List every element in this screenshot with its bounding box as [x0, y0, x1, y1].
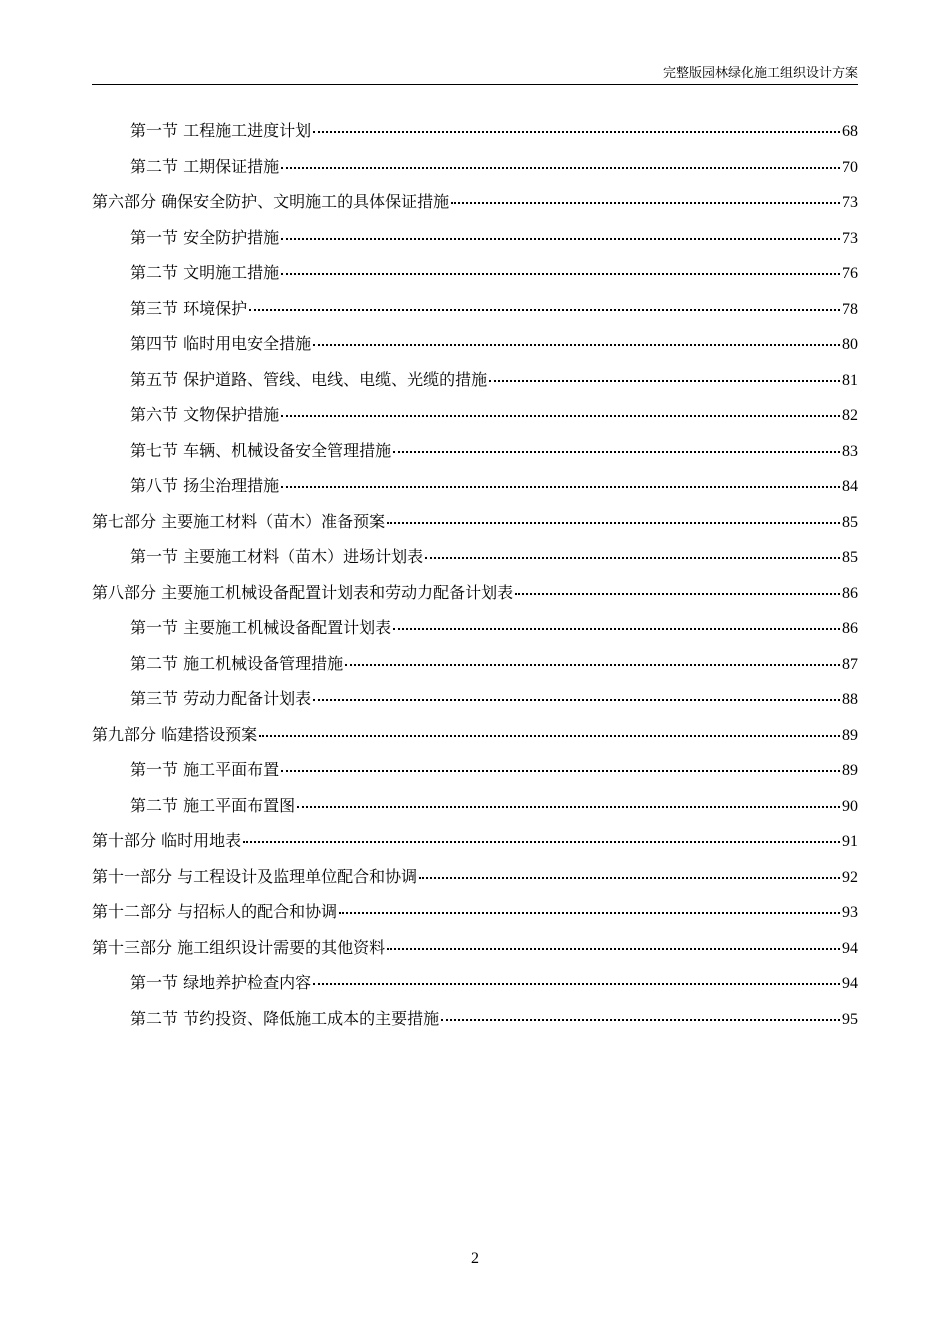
toc-dot-leader	[297, 806, 840, 808]
toc-entry-page: 92	[842, 868, 858, 886]
toc-entry[interactable]	[92, 828, 858, 864]
toc-dot-leader	[441, 1019, 840, 1021]
toc-entry-page: 73	[842, 229, 858, 247]
toc-entry-page: 93	[842, 904, 858, 921]
toc-dot-leader	[387, 522, 840, 524]
toc-entry[interactable]	[92, 580, 858, 616]
toc-entry-page: 73	[842, 194, 858, 211]
toc-entry-label: 第一节 施工平面布置	[130, 760, 280, 779]
toc-dot-leader	[313, 699, 840, 701]
toc-entry[interactable]	[92, 296, 858, 332]
toc-dot-leader	[425, 557, 840, 559]
toc-entry-page: 89	[842, 762, 858, 779]
toc-entry-page: 86	[842, 620, 858, 637]
toc-entry[interactable]	[92, 154, 858, 190]
toc-dot-leader	[489, 380, 840, 382]
toc-entry-label: 第七部分 主要施工材料（苗木）准备预案	[92, 511, 386, 531]
toc-entry[interactable]	[92, 509, 858, 545]
toc-dot-leader	[345, 664, 840, 666]
toc-dot-leader	[249, 309, 840, 311]
toc-entry-page: 84	[842, 478, 858, 495]
toc-entry-label: 第八节 扬尘治理措施	[130, 476, 280, 495]
toc-entry[interactable]	[92, 899, 858, 935]
toc-entry-label: 第五节 保护道路、管线、电线、电缆、光缆的措施	[130, 369, 488, 389]
page-number: 2	[471, 1250, 479, 1267]
toc-entry-label: 第二节 文明施工措施	[130, 263, 280, 282]
toc-entry-label: 第一节 主要施工机械设备配置计划表	[130, 618, 392, 637]
toc-entry-label: 第七节 车辆、机械设备安全管理措施	[130, 440, 392, 460]
toc-entry[interactable]	[92, 935, 858, 971]
toc-entry-label: 第八部分 主要施工机械设备配置计划表和劳动力配备计划表	[92, 582, 514, 602]
toc-entry-label: 第四节 临时用电安全措施	[130, 334, 312, 353]
toc-entry-label: 第十部分 临时用地表	[92, 831, 242, 850]
toc-entry[interactable]	[92, 260, 858, 296]
toc-entry[interactable]	[92, 722, 858, 758]
page-header	[92, 62, 858, 85]
toc-entry-page: 80	[842, 336, 858, 353]
toc-entry-page: 68	[842, 123, 858, 140]
toc-entry[interactable]	[92, 402, 858, 438]
toc-dot-leader	[393, 628, 840, 630]
toc-dot-leader	[339, 912, 840, 914]
toc-entry-page: 91	[842, 833, 858, 850]
toc-entry-page: 94	[842, 939, 858, 957]
toc-entry[interactable]	[92, 473, 858, 509]
toc-entry-page: 89	[842, 726, 858, 744]
toc-dot-leader	[281, 486, 840, 488]
toc-dot-leader	[313, 131, 840, 133]
toc-entry[interactable]	[92, 970, 858, 1006]
toc-entry[interactable]	[92, 225, 858, 261]
toc-entry-page: 90	[842, 797, 858, 815]
toc-entry-label: 第一节 绿地养护检查内容	[130, 973, 312, 992]
toc-dot-leader	[387, 948, 840, 950]
header-title: 完整版园林绿化施工组织设计方案	[662, 66, 858, 81]
toc-entry-label: 第十三部分 施工组织设计需要的其他资料	[92, 937, 386, 957]
toc-entry[interactable]	[92, 331, 858, 367]
toc-entry-page: 87	[842, 655, 858, 673]
toc-entry[interactable]	[92, 793, 858, 829]
toc-entry-label: 第一节 工程施工进度计划	[130, 121, 312, 140]
toc-entry-label: 第二节 施工平面布置图	[130, 795, 296, 815]
toc-entry-page: 78	[842, 300, 858, 318]
toc-entry-page: 88	[842, 691, 858, 708]
toc-dot-leader	[243, 841, 840, 843]
toc-entry-label: 第一节 主要施工材料（苗木）进场计划表	[130, 547, 424, 566]
toc-dot-leader	[393, 451, 840, 453]
toc-entry-label: 第二节 工期保证措施	[130, 156, 280, 176]
toc-dot-leader	[419, 877, 840, 879]
toc-entry-label: 第九部分 临建搭设预案	[92, 724, 258, 744]
toc-entry-label: 第二节 节约投资、降低施工成本的主要措施	[130, 1008, 440, 1028]
toc-entry-label: 第三节 环境保护	[130, 298, 248, 318]
toc-entry-page: 81	[842, 371, 858, 389]
toc-dot-leader	[281, 770, 840, 772]
toc-dot-leader	[451, 202, 840, 204]
toc-entry-page: 86	[842, 584, 858, 602]
toc-entry-page: 85	[842, 513, 858, 531]
toc-dot-leader	[259, 735, 840, 737]
table-of-contents	[92, 118, 858, 1041]
toc-entry[interactable]	[92, 189, 858, 225]
toc-entry-page: 76	[842, 265, 858, 282]
toc-entry-label: 第十一部分 与工程设计及监理单位配合和协调	[92, 866, 418, 886]
toc-entry[interactable]	[92, 757, 858, 793]
toc-entry-label: 第二节 施工机械设备管理措施	[130, 653, 344, 673]
toc-entry-label: 第一节 安全防护措施	[130, 227, 280, 247]
toc-entry[interactable]	[92, 651, 858, 687]
toc-entry-label: 第六部分 确保安全防护、文明施工的具体保证措施	[92, 192, 450, 211]
toc-entry-page: 85	[842, 549, 858, 566]
toc-entry[interactable]	[92, 367, 858, 403]
toc-dot-leader	[515, 593, 840, 595]
toc-entry-label: 第六节 文物保护措施	[130, 405, 280, 424]
toc-entry[interactable]	[92, 118, 858, 154]
toc-entry[interactable]	[92, 686, 858, 722]
toc-entry[interactable]	[92, 544, 858, 580]
toc-dot-leader	[281, 238, 840, 240]
toc-entry[interactable]	[92, 615, 858, 651]
toc-entry-page: 70	[842, 158, 858, 176]
toc-entry-page: 94	[842, 975, 858, 992]
toc-entry-label: 第十二部分 与招标人的配合和协调	[92, 902, 338, 921]
toc-dot-leader	[313, 344, 840, 346]
toc-dot-leader	[313, 983, 840, 985]
toc-entry-page: 83	[842, 442, 858, 460]
toc-entry-label: 第三节 劳动力配备计划表	[130, 689, 312, 708]
toc-dot-leader	[281, 415, 840, 417]
toc-entry-page: 95	[842, 1010, 858, 1028]
toc-entry[interactable]	[92, 438, 858, 474]
toc-dot-leader	[281, 273, 840, 275]
toc-dot-leader	[281, 167, 840, 169]
toc-entry[interactable]	[92, 1006, 858, 1042]
toc-entry-page: 82	[842, 407, 858, 424]
toc-entry[interactable]	[92, 864, 858, 900]
